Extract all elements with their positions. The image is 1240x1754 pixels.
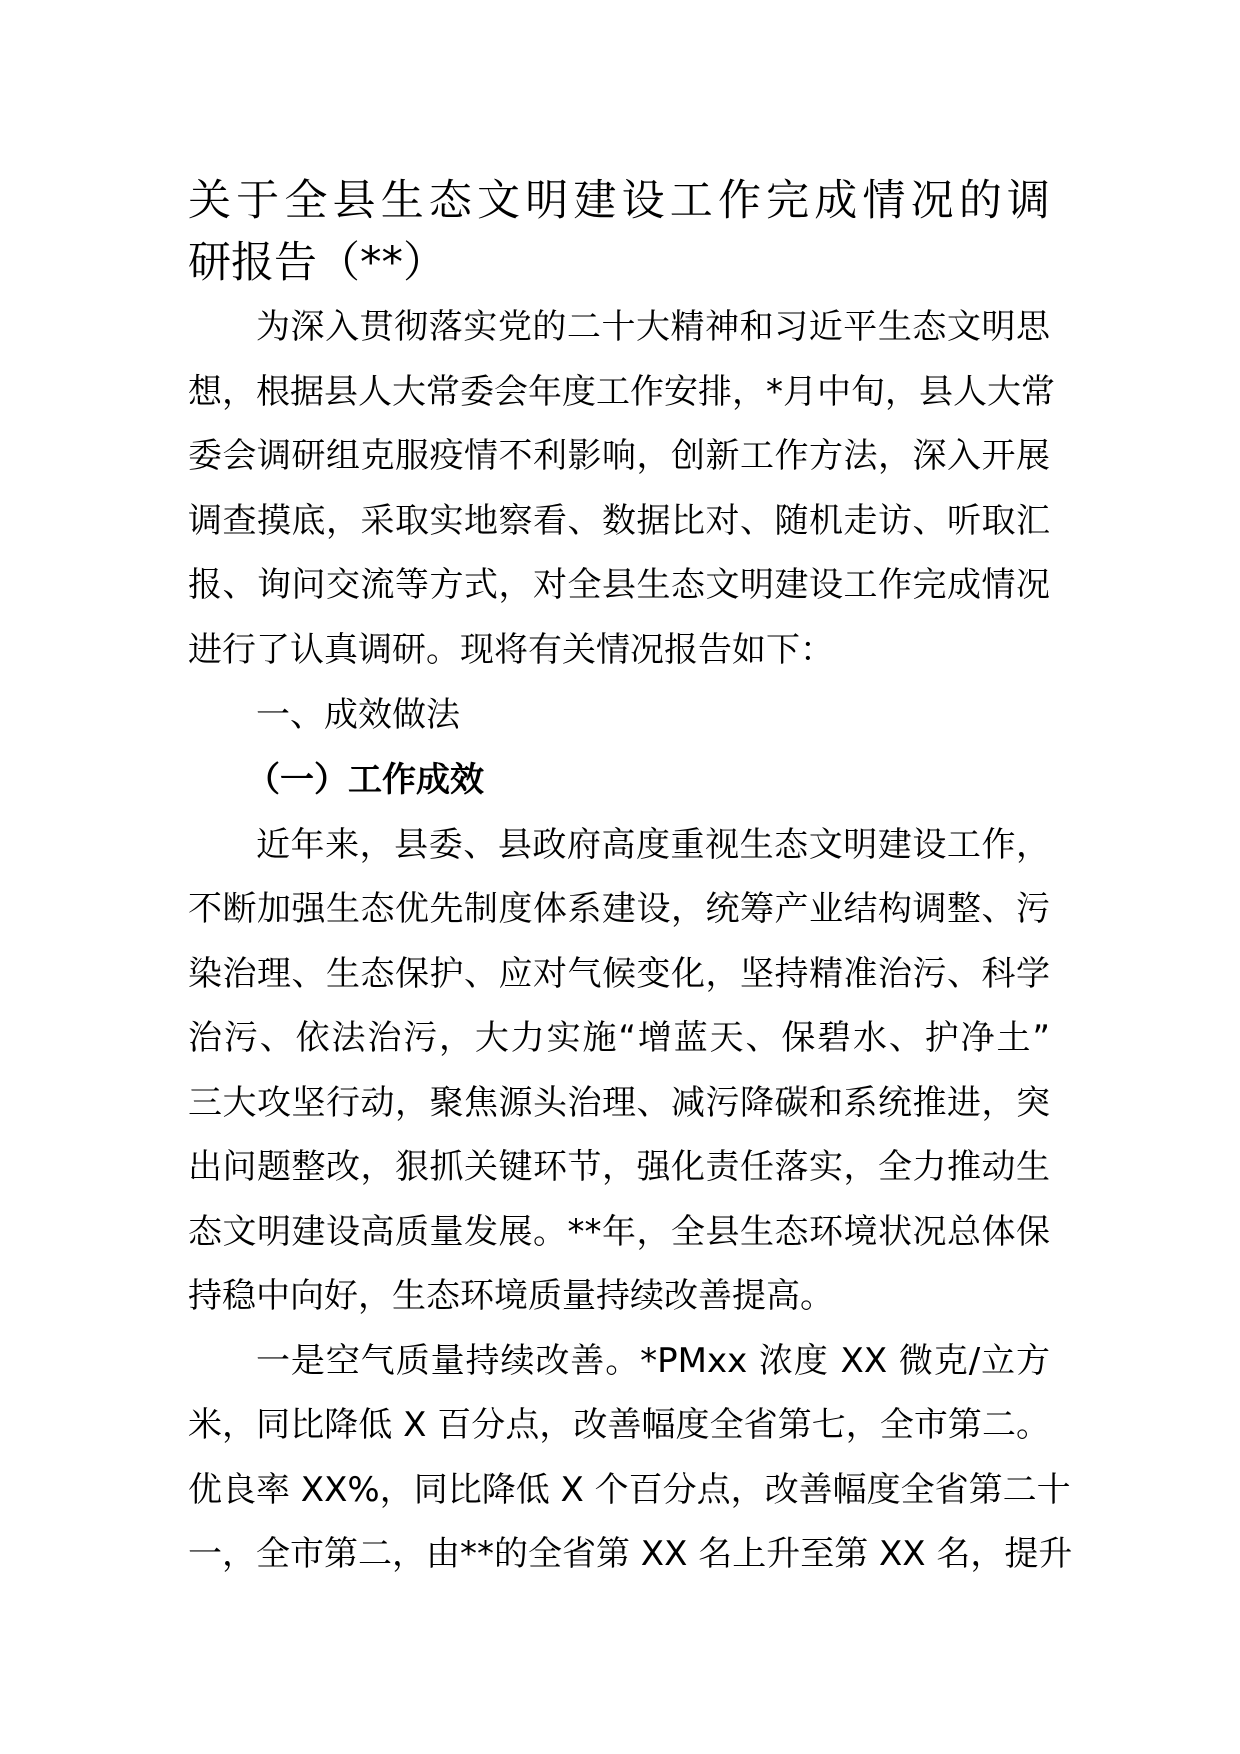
subsection-heading: （一）工作成效 bbox=[246, 760, 484, 800]
paragraph-line: 持稳中向好，生态环境质量持续改善提高。 bbox=[188, 1276, 834, 1316]
paragraph-line: 不断加强生态优先制度体系建设，统筹产业结构调整、污 bbox=[188, 889, 1050, 929]
paragraph-line: 态文明建设高质量发展。**年，全县生态环境状况总体保 bbox=[188, 1212, 1050, 1252]
paragraph-line: 染治理、生态保护、应对气候变化，坚持精准治污、科学 bbox=[188, 954, 1050, 994]
paragraph-line: 为深入贯彻落实党的二十大精神和习近平生态文明思 bbox=[256, 307, 1050, 347]
paragraph-line: 优良率 XX%，同比降低 X 个百分点，改善幅度全省第二十 bbox=[188, 1470, 1071, 1510]
paragraph-line: 出问题整改，狠抓关键环节，强化责任落实，全力推动生 bbox=[188, 1147, 1050, 1187]
section-heading: 一、成效做法 bbox=[256, 695, 460, 735]
paragraph-line: 治污、依法治污，大力实施“增蓝天、保碧水、护净土” bbox=[188, 1018, 1050, 1058]
paragraph-line: 一，全市第二，由**的全省第 XX 名上升至第 XX 名，提升 bbox=[188, 1534, 1073, 1574]
paragraph-line: 近年来，县委、县政府高度重视生态文明建设工作， bbox=[256, 825, 1050, 865]
paragraph-line: 米，同比降低 X 百分点，改善幅度全省第七，全市第二。 bbox=[188, 1405, 1050, 1445]
paragraph-line: 进行了认真调研。现将有关情况报告如下： bbox=[188, 630, 834, 670]
document-title-line-2: 研报告（**） bbox=[188, 238, 446, 288]
paragraph-line: 一是空气质量持续改善。*PMxx 浓度 XX 微克/立方 bbox=[256, 1341, 1050, 1381]
paragraph-line: 报、询问交流等方式，对全县生态文明建设工作完成情况 bbox=[188, 565, 1050, 605]
paragraph-line: 调查摸底，采取实地察看、数据比对、随机走访、听取汇 bbox=[188, 501, 1050, 541]
paragraph-line: 三大攻坚行动，聚焦源头治理、减污降碳和系统推进，突 bbox=[188, 1083, 1050, 1123]
document-title-line-1: 关于全县生态文明建设工作完成情况的调 bbox=[188, 176, 1050, 226]
paragraph-line: 委会调研组克服疫情不利影响，创新工作方法，深入开展 bbox=[188, 436, 1050, 476]
paragraph-line: 想，根据县人大常委会年度工作安排，*月中旬，县人大常 bbox=[188, 372, 1055, 412]
